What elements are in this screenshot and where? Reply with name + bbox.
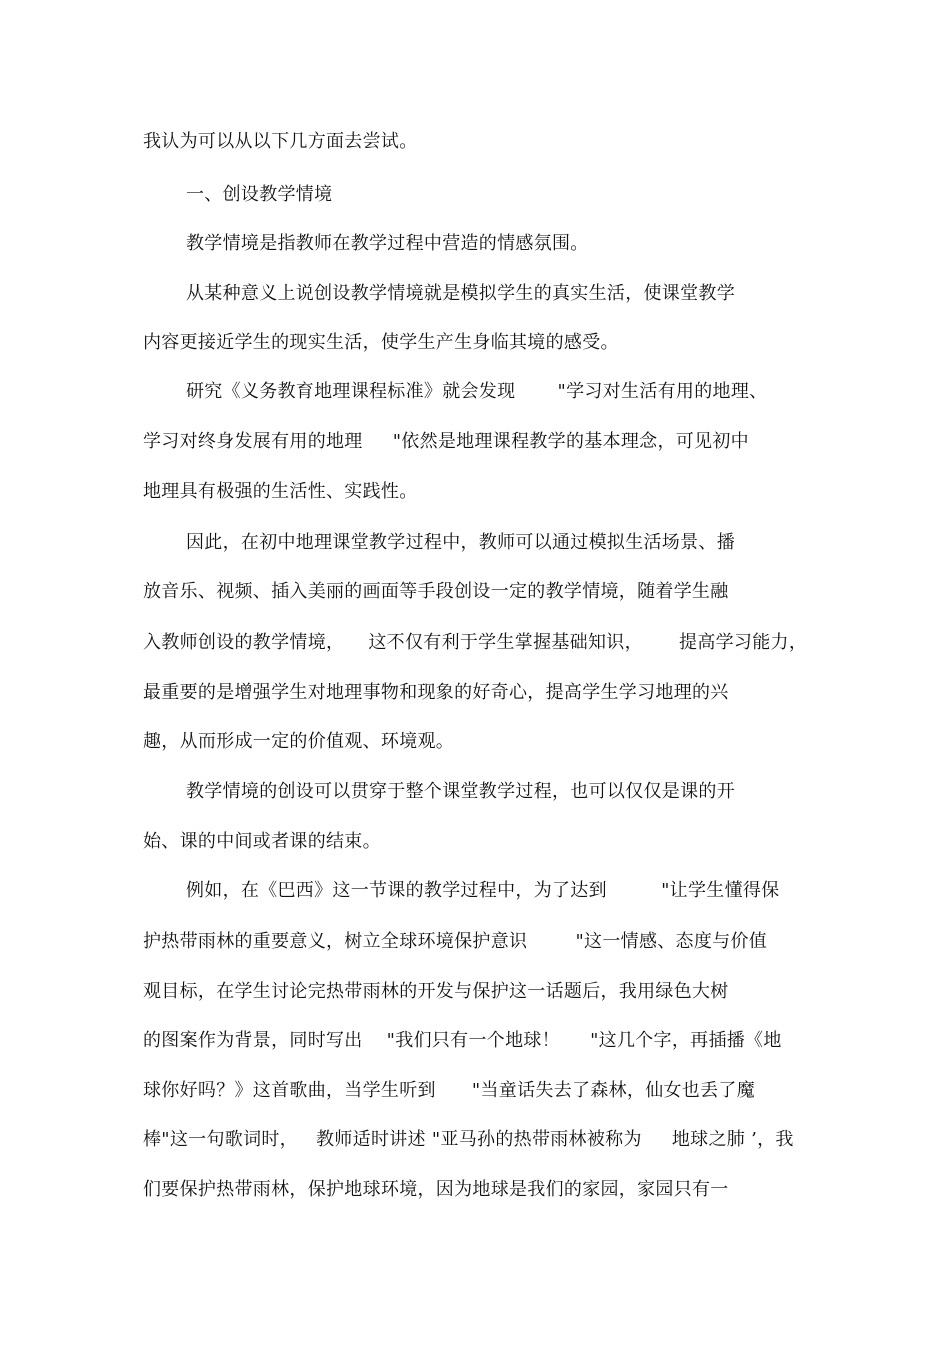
text-line: 始、课的中间或者课的结束。 (143, 831, 381, 852)
text-line: 我认为可以从以下几方面去尝试。 (143, 131, 418, 152)
section-heading: 一、创设教学情境 (186, 184, 333, 205)
text-line: 学习对终身发展有用的地理 "依然是地理课程教学的基本理念，可见初中 (143, 431, 749, 452)
text-line: 地理具有极强的生活性、实践性。 (143, 481, 418, 502)
text-line: 们要保护热带雨林，保护地球环境，因为地球是我们的家园，家园只有一 (143, 1179, 729, 1200)
text-line: 研究《义务教育地理课程标准》就会发现 "学习对生活有用的地理、 (186, 381, 768, 402)
text-line: 放音乐、视频、插入美丽的画面等手段创设一定的教学情境，随着学生融 (143, 581, 729, 602)
text-line: 教学情境的创设可以贯穿于整个课堂教学过程，也可以仅仅是课的开 (186, 781, 735, 802)
text-line: 例如，在《巴西》这一节课的教学过程中，为了达到 "让学生懂得保 (186, 880, 780, 901)
text-line: 棒"这一句歌词时， 教师适时讲述 "亚马孙的热带雨林被称为 地球之肺 ’，我 (143, 1129, 794, 1150)
text-line: 教学情境是指教师在教学过程中营造的情感氛围。 (186, 233, 589, 254)
text-line: 护热带雨林的重要意义，树立全球环境保护意识 "这一情感、态度与价值 (143, 931, 768, 952)
text-line: 从某种意义上说创设教学情境就是模拟学生的真实生活，使课堂教学 (186, 283, 735, 304)
text-line: 观目标，在学生讨论完热带雨林的开发与保护这一话题后，我用绿色大树 (143, 981, 729, 1002)
text-line: 的图案作为背景，同时写出 "我们只有一个地球！ "这几个字，再插播《地 (143, 1030, 782, 1051)
text-line: 最重要的是增强学生对地理事物和现象的好奇心，提高学生学习地理的兴 (143, 682, 729, 703)
text-line: 球你好吗？》这首歌曲，当学生听到 "当童话失去了森林，仙女也丢了魔 (143, 1080, 756, 1101)
text-line: 入教师创设的教学情境， 这不仅有利于学生掌握基础知识， 提高学习能力， (143, 632, 808, 653)
text-line: 因此，在初中地理课堂教学过程中，教师可以通过模拟生活场景、播 (186, 532, 735, 553)
text-line: 趣，从而形成一定的价值观、环境观。 (143, 731, 455, 752)
text-line: 内容更接近学生的现实生活，使学生产生身临其境的感受。 (143, 332, 619, 353)
